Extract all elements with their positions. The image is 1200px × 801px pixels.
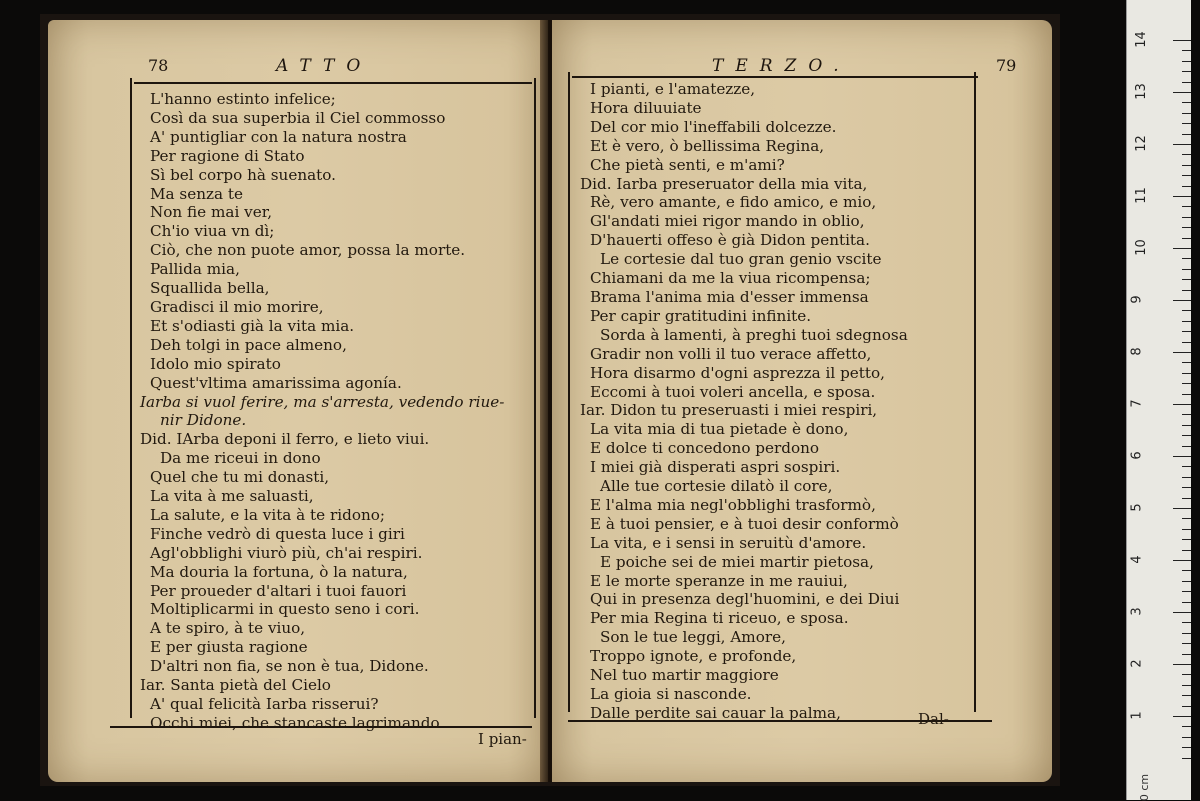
ruler-tick — [1182, 477, 1191, 478]
verse-line: Gl'andati miei rigor mando in oblio, — [590, 212, 865, 231]
left-frame-right — [534, 78, 536, 718]
ruler-tick — [1182, 321, 1191, 322]
verse-line: Brama l'anima mia d'esser immensa — [590, 287, 869, 306]
ruler-tick — [1182, 186, 1191, 187]
ruler-tick — [1182, 643, 1191, 644]
verse-line: Alle tue cortesie dilatò il core, — [600, 477, 833, 496]
verse-line: Ch'io viua vn dì; — [150, 222, 275, 241]
verse-line: Del cor mio l'ineffabili dolcezze. — [590, 117, 837, 136]
ruler-tick — [1182, 622, 1191, 623]
ruler-tick — [1182, 238, 1191, 239]
right-catchword: Dal- — [918, 710, 949, 728]
ruler-tick — [1182, 726, 1191, 727]
ruler-tick — [1173, 248, 1191, 249]
verse-line: Rè, vero amante, e fido amico, e mio, — [590, 193, 877, 212]
verse-line: Did. IArba deponi il ferro, e lieto viui. — [140, 430, 430, 449]
left-frame-left — [130, 78, 132, 718]
ruler-tick — [1173, 612, 1191, 613]
ruler-tick — [1173, 40, 1191, 41]
verse-line: Son le tue leggi, Amore, — [600, 628, 786, 647]
verse-line: Et s'odiasti già la vita mia. — [150, 316, 355, 335]
ruler-tick — [1182, 394, 1191, 395]
ruler-tick — [1182, 425, 1191, 426]
ruler-tick — [1182, 258, 1191, 259]
ruler-tick — [1173, 456, 1191, 457]
ruler-tick — [1182, 487, 1191, 488]
ruler-tick — [1182, 113, 1191, 114]
left-catchword: I pian- — [478, 730, 527, 748]
verse-line: Occhi miei, che stancaste lagrimando — [150, 713, 440, 732]
verse-line: I pianti, e l'amatezze, — [590, 80, 756, 98]
ruler-unit-label: 0 cm — [1138, 773, 1152, 801]
ruler-number: 4 — [1129, 555, 1145, 564]
ruler-tick — [1182, 50, 1191, 51]
verse-line: D'altri non fia, se non è tua, Didone. — [150, 657, 429, 676]
ruler-tick — [1182, 435, 1191, 436]
verse-line: Per proueder d'altari i tuoi fauori — [150, 581, 407, 600]
verse-line: Squallida bella, — [150, 279, 270, 298]
verse-line: E per giusta ragione — [150, 638, 308, 657]
ruler-tick — [1182, 737, 1191, 738]
verse-line: Sorda à lamenti, à preghi tuoi sdegnosa — [600, 325, 908, 344]
ruler-tick — [1182, 331, 1191, 332]
verse-line: Qui in presenza degl'huomini, e dei Diui — [590, 590, 900, 609]
ruler-number: 11 — [1133, 187, 1149, 204]
verse-line: Gradisci il mio morire, — [150, 297, 324, 316]
ruler-number: 12 — [1133, 135, 1149, 152]
verse-line: Chiamani da me la viua ricompensa; — [590, 269, 871, 288]
left-running-header: ATTO — [276, 56, 373, 76]
ruler-number: 14 — [1133, 31, 1149, 48]
ruler-tick — [1182, 529, 1191, 530]
verse-line: La vita à me saluasti, — [150, 487, 314, 506]
verse-line: Iar. Santa pietà del Cielo — [140, 676, 331, 695]
verse-line: E le morte speranze in me rauiui, — [590, 571, 848, 590]
verse-line: Deh tolgi in pace almeno, — [150, 335, 347, 354]
ruler-tick — [1182, 71, 1191, 72]
verse-line: Da me riceui in dono — [160, 449, 321, 468]
ruler-tick — [1182, 654, 1191, 655]
ruler-number: 6 — [1129, 451, 1145, 460]
ruler-tick — [1182, 383, 1191, 384]
verse-line: A' qual felicità Iarba risserui? — [150, 695, 379, 713]
verse-line: E à tuoi pensier, e à tuoi desir conformò — [590, 514, 899, 533]
verse-line: Hora diluuiate — [590, 98, 702, 117]
ruler-tick — [1182, 82, 1191, 83]
measuring-ruler — [1126, 0, 1191, 800]
verse-line: Ma douria la fortuna, ò la natura, — [150, 562, 408, 581]
ruler-tick — [1182, 602, 1191, 603]
ruler-tick — [1173, 196, 1191, 197]
right-frame-left — [568, 72, 570, 712]
verse-line: L'hanno estinto infelice; — [150, 90, 336, 108]
right-text-block — [580, 80, 972, 723]
right-header-rule — [572, 76, 978, 78]
verse-line: Sì bel corpo hà suenato. — [150, 165, 336, 184]
ruler-tick — [1182, 758, 1191, 759]
ruler-tick — [1173, 664, 1191, 665]
verse-line: Gradir non volli il tuo verace affetto, — [590, 344, 872, 363]
ruler-tick — [1182, 102, 1191, 103]
verse-line: Non fie mai ver, — [150, 203, 273, 222]
ruler-tick — [1182, 466, 1191, 467]
ruler-tick — [1173, 404, 1191, 405]
verse-line: Pallida mia, — [150, 260, 240, 279]
ruler-tick — [1182, 310, 1191, 311]
ruler-number: 10 — [1133, 239, 1149, 256]
right-frame-right — [974, 72, 976, 712]
verse-line: Iar. Didon tu preseruasti i miei respiri, — [580, 401, 878, 420]
ruler-tick — [1182, 747, 1191, 748]
ruler-tick — [1182, 695, 1191, 696]
ruler-number: 2 — [1129, 659, 1145, 668]
verse-line: Quel che tu mi donasti, — [150, 468, 330, 487]
verse-line: Per ragione di Stato — [150, 146, 305, 165]
verse-line: Ciò, che non puote amor, possa la morte. — [150, 241, 466, 260]
verse-line: A te spiro, à te viuo, — [150, 619, 306, 638]
right-page-number: 79 — [996, 56, 1017, 75]
ruler-tick — [1173, 560, 1191, 561]
verse-line: E poiche sei de miei martir pietosa, — [600, 552, 874, 571]
ruler-tick — [1182, 633, 1191, 634]
ruler-tick — [1182, 279, 1191, 280]
ruler-tick — [1182, 342, 1191, 343]
verse-line: E l'alma mia negl'obblighi trasformò, — [590, 495, 876, 514]
ruler-number: 8 — [1129, 347, 1145, 356]
ruler-tick — [1182, 206, 1191, 207]
ruler-tick — [1182, 539, 1191, 540]
ruler-tick — [1182, 165, 1191, 166]
ruler-number: 5 — [1129, 503, 1145, 512]
left-header-rule — [134, 82, 532, 84]
verse-line: Idolo mio spirato — [150, 354, 281, 373]
ruler-tick — [1173, 144, 1191, 145]
verse-line: Iarba si vuol ferire, ma s'arresta, vedendo riue- — [140, 392, 505, 411]
ruler-tick — [1182, 706, 1191, 707]
verse-line: E dolce ti concedono perdono — [590, 439, 820, 458]
ruler-tick — [1182, 175, 1191, 176]
verse-line: La vita mia di tua pietade è dono, — [590, 420, 849, 439]
ruler-number: 7 — [1129, 399, 1145, 408]
verse-line: La vita, e i sensi in seruitù d'amore. — [590, 533, 867, 552]
ruler-tick — [1182, 674, 1191, 675]
ruler-tick — [1182, 570, 1191, 571]
verse-line: Agl'obblighi viurò più, ch'ai respiri. — [150, 543, 423, 562]
ruler-tick — [1182, 154, 1191, 155]
ruler-tick — [1173, 92, 1191, 93]
verse-line: Le cortesie dal tuo gran genio vscite — [600, 250, 882, 269]
ruler-tick — [1173, 716, 1191, 717]
ruler-tick — [1182, 685, 1191, 686]
ruler-tick — [1182, 227, 1191, 228]
right-page — [552, 20, 1052, 782]
verse-line: Che pietà senti, e m'ami? — [590, 155, 785, 174]
verse-line: Finche vedrò di questa luce i giri — [150, 524, 405, 543]
ruler-number: 13 — [1133, 83, 1149, 100]
ruler-tick — [1182, 362, 1191, 363]
ruler-tick — [1182, 373, 1191, 374]
ruler-tick — [1182, 290, 1191, 291]
verse-line: Troppo ignote, e profonde, — [590, 647, 797, 666]
ruler-tick — [1182, 269, 1191, 270]
verse-line: Hora disarmo d'ogni asprezza il petto, — [590, 363, 885, 382]
verse-line: Così da sua superbia il Ciel commosso — [150, 108, 446, 127]
ruler-tick — [1182, 498, 1191, 499]
ruler-tick — [1182, 217, 1191, 218]
ruler-tick — [1182, 61, 1191, 62]
verse-line: Per mia Regina ti riceuo, e sposa. — [590, 609, 849, 628]
verse-line: Did. Iarba preseruator della mia vita, — [580, 174, 868, 193]
verse-line: Ma senza te — [150, 184, 243, 203]
left-page — [48, 20, 548, 782]
ruler-tick — [1182, 446, 1191, 447]
verse-line: A' puntigliar con la natura nostra — [150, 127, 407, 146]
ruler-number: 1 — [1129, 711, 1145, 720]
verse-line: Quest'vltima amarissima agonía. — [150, 373, 402, 392]
right-running-header: TERZO. — [712, 56, 851, 76]
ruler-tick — [1182, 134, 1191, 135]
ruler-number: 9 — [1129, 295, 1145, 304]
ruler-tick — [1182, 581, 1191, 582]
left-page-number: 78 — [148, 56, 169, 75]
verse-line: nir Didone. — [160, 411, 247, 430]
verse-line: La salute, e la vita à te ridono; — [150, 505, 386, 524]
ruler-tick — [1182, 123, 1191, 124]
verse-line: Eccomi à tuoi voleri ancella, e sposa. — [590, 382, 876, 401]
verse-line: Et è vero, ò bellissima Regina, — [590, 136, 825, 155]
verse-line: La gioia si nasconde. — [590, 685, 752, 703]
ruler-tick — [1182, 550, 1191, 551]
ruler-tick — [1182, 591, 1191, 592]
ruler-tick — [1182, 518, 1191, 519]
verse-line: Moltiplicarmi in questo seno i cori. — [150, 600, 420, 619]
open-book — [40, 14, 1060, 786]
left-text-block — [140, 90, 532, 733]
ruler-tick — [1173, 300, 1191, 301]
ruler-number: 3 — [1129, 607, 1145, 616]
verse-line: Dalle perdite sai cauar la palma, — [590, 703, 841, 722]
ruler-tick — [1182, 414, 1191, 415]
verse-line: I miei già disperati aspri sospiri. — [590, 458, 841, 477]
verse-line: D'hauerti offeso è già Didon pentita. — [590, 231, 870, 250]
verse-line: Nel tuo martir maggiore — [590, 666, 779, 685]
verse-line: Per capir gratitudini infinite. — [590, 306, 812, 325]
ruler-tick — [1173, 508, 1191, 509]
ruler-tick — [1173, 352, 1191, 353]
